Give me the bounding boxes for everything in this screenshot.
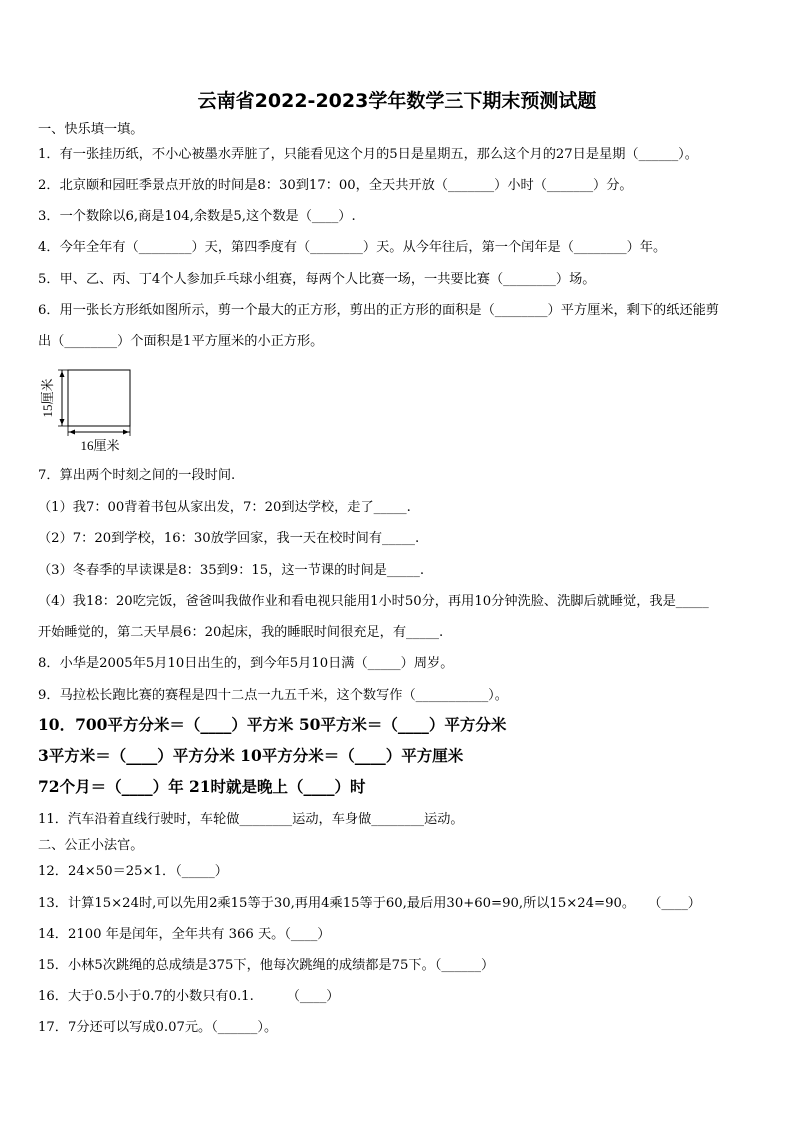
question-10-line-2: 3平方米＝（____）平方分米 10平方分米＝（____）平方厘米: [38, 746, 464, 765]
section-1-heading: 一、快乐填一填。: [38, 122, 144, 137]
height-label: 15厘米: [40, 378, 55, 418]
width-label: 16厘米: [80, 438, 120, 453]
question-12: 12．24×50＝25×1．（_____）: [38, 864, 228, 879]
question-7-4-line-1: （4）我18：20吃完饭，爸爸叫我做作业和看电视只能用1小时50分，再用10分钟洗脸、洗脚后就睡觉，我是_____: [38, 594, 709, 609]
question-6-line-1: 6．用一张长方形纸如图所示，剪一个最大的正方形，剪出的正方形的面积是（________）平方厘米，剩下的纸还能剪: [38, 303, 719, 318]
question-15: 15．小林5次跳绳的总成绩是375下，他每次跳绳的成绩都是75下。（______）: [38, 958, 495, 973]
question-6-line-2: 出（________）个面积是1平方厘米的小正方形。: [38, 334, 324, 349]
question-2: 2．北京颐和园旺季景点开放的时间是8：30到17：00，全天共开放（_______）小时（_______）分。: [38, 178, 633, 193]
question-11: 11．汽车沿着直线行驶时，车轮做________运动，车身做________运动。: [38, 812, 464, 827]
page-title: 云南省2022-2023学年数学三下期末预测试题: [197, 90, 597, 112]
question-1: 1．有一张挂历纸，不小心被墨水弄脏了，只能看见这个月的5日是星期五，那么这个月的27日是星期（______）。: [38, 147, 698, 162]
rectangle-diagram: [40, 366, 140, 456]
question-14: 14．2100 年是闰年，全年共有 366 天。（____）: [38, 927, 331, 942]
rectangle-figure: [40, 366, 140, 456]
question-8: 8．小华是2005年5月10日出生的，到今年5月10日满（_____）周岁。: [38, 656, 454, 671]
question-7-3: （3）冬春季的早读课是8：35到9：15，这一节课的时间是_____.: [38, 563, 425, 578]
question-10-line-1: 10．700平方分米＝（____）平方米 50平方米＝（____）平方分米: [38, 715, 507, 734]
question-4: 4．今年全年有（________）天，第四季度有（________）天。从今年往后，第一个闰年是（________）年。: [38, 240, 667, 255]
question-16: 16．大于0.5小于0.7的小数只有0.1. （____）: [38, 989, 340, 1004]
question-7: 7．算出两个时刻之间的一段时间.: [38, 468, 236, 483]
question-7-2: （2）7：20到学校，16：30放学回家，我一天在校时间有_____.: [38, 531, 420, 546]
question-7-1: （1）我7：00背着书包从家出发，7：20到达学校，走了_____.: [38, 500, 411, 515]
question-3: 3．一个数除以6,商是104,余数是5,这个数是（____）.: [38, 209, 356, 224]
question-10-line-3: 72个月＝（____）年 21时就是晚上（____）时: [38, 777, 366, 796]
question-13: 13．计算15×24时,可以先用2乘15等于30,再用4乘15等于60,最后用30+60=90,所以15×24=90。 （____）: [38, 896, 701, 911]
question-9: 9．马拉松长跑比赛的赛程是四十二点一九五千米，这个数写作（___________）。: [38, 688, 508, 703]
question-5: 5．甲、乙、丙、丁4个人参加乒乓球小组赛，每两个人比赛一场，一共要比赛（________）场。: [38, 272, 596, 287]
section-2-heading: 二、公正小法官。: [38, 838, 144, 853]
question-7-4-line-2: 开始睡觉的，第二天早晨6：20起床，我的睡眠时间很充足，有_____.: [38, 625, 444, 640]
question-17: 17．7分还可以写成0.07元。（______）。: [38, 1020, 278, 1035]
